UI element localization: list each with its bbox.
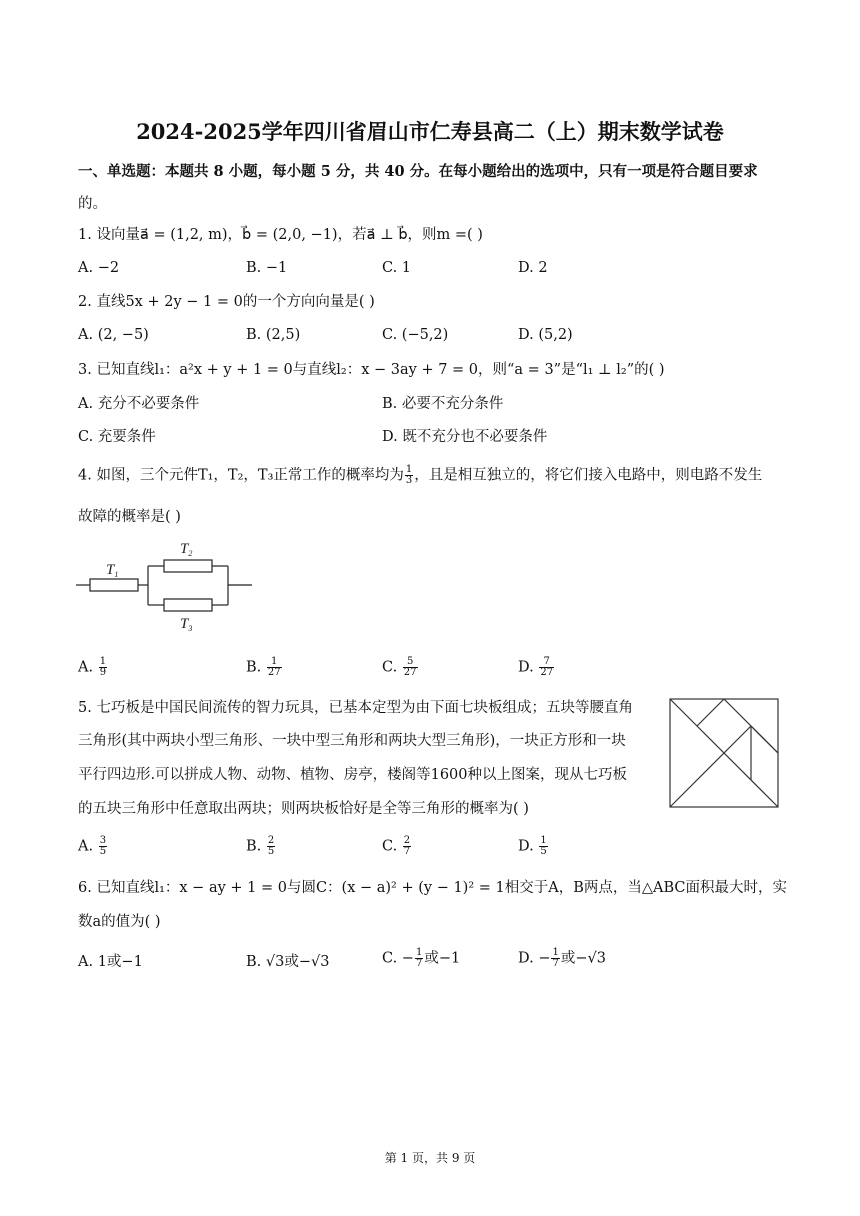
question-5-line3: 平行四边形.可以拼成人物、动物、植物、房亭，楼阁等1600种以上图案，现从七巧板: [78, 767, 628, 783]
question-5-option-a: A. $\frac{3}{5}$: [78, 835, 107, 857]
question-5-option-c: C. $\frac{2}{7}$: [382, 835, 411, 857]
question-6-option-a: A. 1或−1: [78, 954, 143, 970]
question-3-option-d: D. 既不充分也不必要条件: [382, 429, 548, 445]
question-4-stem: 4. 如图，三个元件T₁，T₂，T₃正常工作的概率均为 $\frac{1}{3}$ ，且是相互独立的，将它们接入电路中，则电路不发生: [78, 464, 763, 486]
fraction: $\frac{1}{3}$: [405, 464, 413, 486]
question-2-option-d: D. (5,2): [518, 327, 573, 343]
question-3-stem: 3. 已知直线l₁：a²x + y + 1 = 0与直线l₂：x − 3ay + 7 = 0，则“a = 3”是“l₁ ⊥ l₂”的( ): [78, 362, 665, 378]
t1-label: $T_1$: [106, 562, 119, 579]
question-4-option-d: D. $\frac{7}{27}$: [518, 656, 554, 678]
question-1-option-d: D. 2: [518, 260, 548, 276]
question-2-option-b: B. (2,5): [246, 327, 301, 343]
page-footer: 第 1 页，共 9 页: [384, 1151, 476, 1165]
question-4-option-c: C. $\frac{5}{27}$: [382, 656, 417, 678]
question-6-line1: 6. 已知直线l₁：x − ay + 1 = 0与圆C：(x − a)² + (y − 1)² = 1相交于A，B两点，当△ABC面积最大时，实: [78, 880, 788, 896]
section-heading-line2: 的。: [78, 196, 107, 212]
question-5-option-b: B. $\frac{2}{5}$: [246, 835, 275, 857]
question-2-stem: 2. 直线5x + 2y − 1 = 0的一个方向向量是( ): [78, 294, 375, 310]
question-6-line2: 数a的值为( ): [78, 914, 161, 930]
question-5-line2: 三角形(其中两块小型三角形、一块中型三角形和两块大型三角形)，一块正方形和一块: [78, 733, 626, 749]
question-4-option-a: A. $\frac{1}{9}$: [78, 656, 107, 678]
question-4-option-b: B. $\frac{1}{27}$: [246, 656, 281, 678]
question-2-option-c: C. (−5,2): [382, 327, 449, 343]
page-title: 2024-2025学年四川省眉山市仁寿县高二（上）期末数学试卷: [136, 119, 724, 144]
question-6-option-b: B. √3或−√3: [246, 954, 330, 970]
question-5-line4: 的五块三角形中任意取出两块；则两块板恰好是全等三角形的概率为( ): [78, 801, 529, 817]
circuit-diagram: [76, 536, 256, 636]
question-5-option-d: D. $\frac{1}{5}$: [518, 835, 547, 857]
question-1-option-c: C. 1: [382, 260, 412, 276]
question-3-option-a: A. 充分不必要条件: [78, 396, 200, 412]
question-1-stem: 1. 设向量a⃗ = (1,2, m)，b⃗ = (2,0, −1)，若a⃗ ⊥ b⃗，则m =( ): [78, 227, 483, 243]
question-4-stem-line2: 故障的概率是( ): [78, 509, 181, 525]
section-heading-line1: 一、单选题：本题共 8 小题，每小题 5 分，共 40 分。在每小题给出的选项中，只有一项是符合题目要求: [78, 163, 758, 180]
question-3-option-b: B. 必要不充分条件: [382, 396, 504, 412]
question-6-option-c: C. − $\frac{1}{7}$ 或−1: [382, 947, 461, 969]
question-1-option-b: B. −1: [246, 260, 288, 276]
question-1-option-a: A. −2: [78, 260, 120, 276]
t2-label: $T_2$: [180, 541, 193, 558]
question-5-line1: 5. 七巧板是中国民间流传的智力玩具，已基本定型为由下面七块板组成；五块等腰直角: [78, 700, 633, 716]
question-6-option-d: D. − $\frac{1}{7}$ 或−√3: [518, 947, 606, 969]
t3-label: $T_3$: [180, 616, 193, 633]
question-2-option-a: A. (2, −5): [78, 327, 149, 343]
question-3-option-c: C. 充要条件: [78, 429, 156, 445]
tangram-figure: [669, 698, 779, 808]
